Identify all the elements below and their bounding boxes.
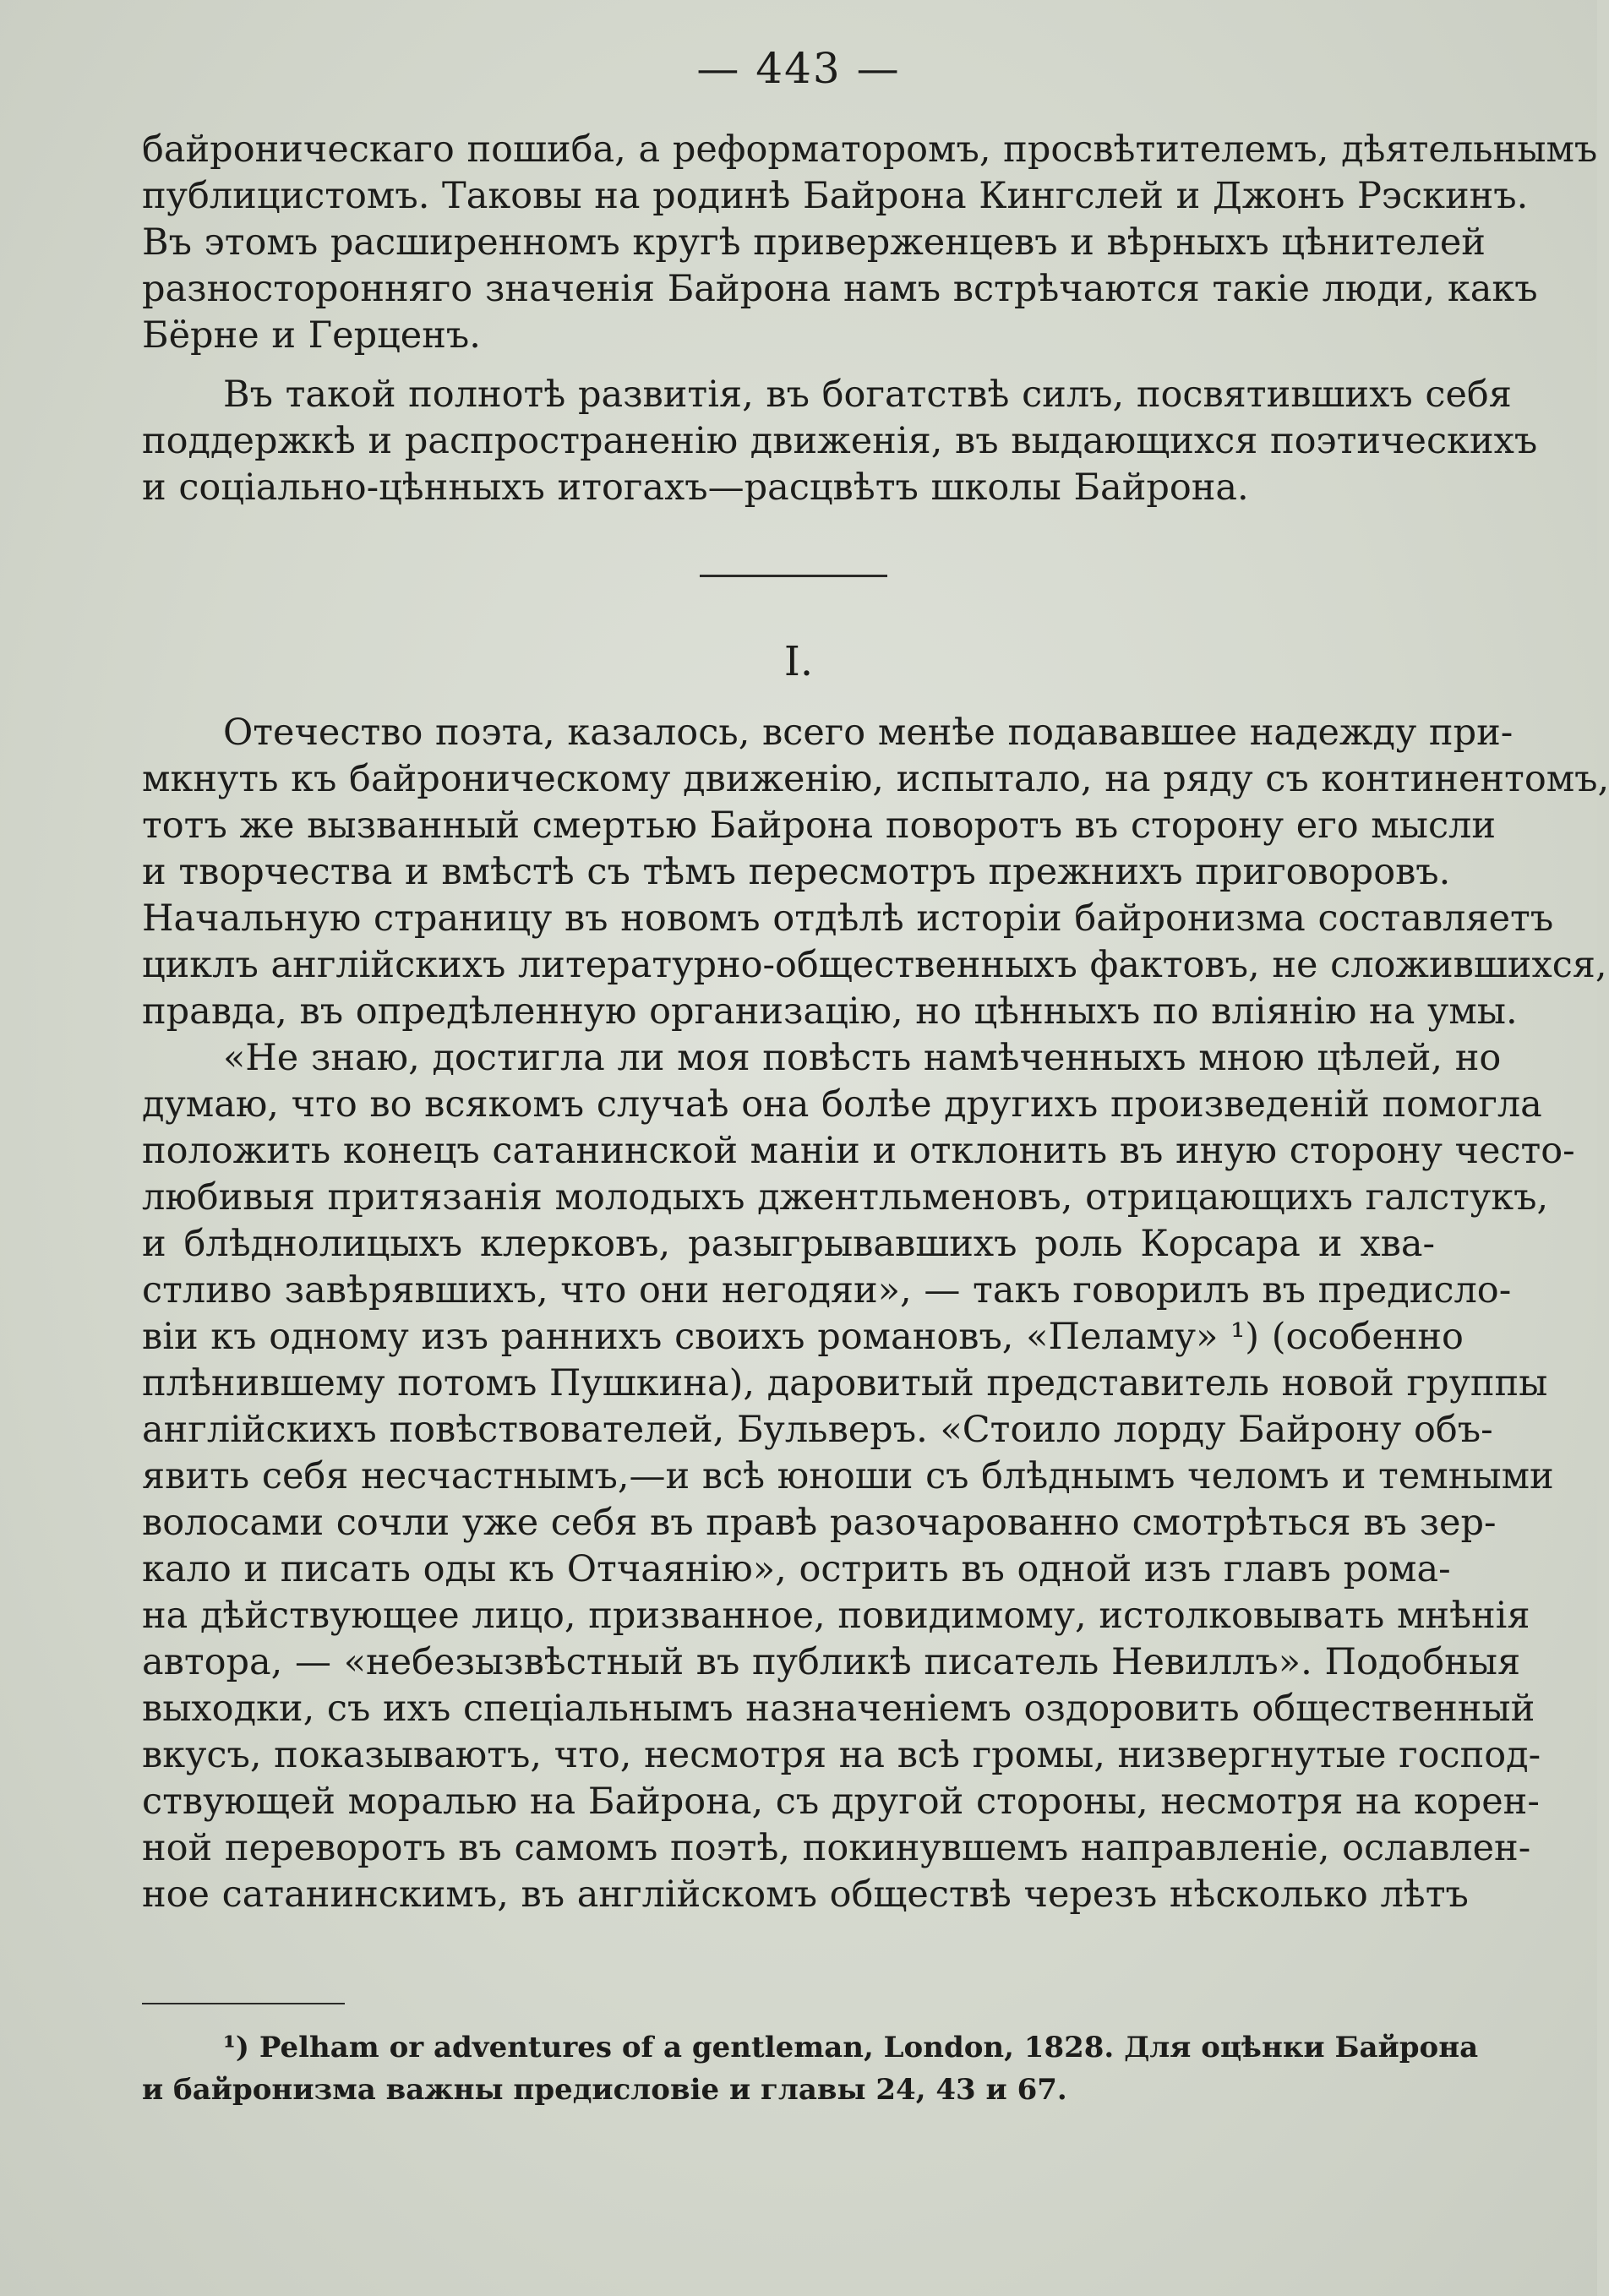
text-line: правда, въ опредѣленную организацію, но цѣнныхъ по вліянію на умы. [142,990,1518,1033]
text-line: ной переворотъ въ самомъ поэтѣ, покинувшемъ направленіе, ославлен- [142,1827,1531,1869]
intro-paragraph-1 [142,127,1598,359]
footnote-line: и байронизма важны предисловіе и главы 24, 43 и 67. [142,2073,1067,2107]
footnote [142,2026,1479,2111]
text-line: Въ этомъ расширенномъ кругѣ приверженцевъ и вѣрныхъ цѣнителей [142,221,1486,264]
section-heading: I. [783,638,814,685]
text-line: волосами сочли уже себя въ правѣ разочарованно смотрѣться въ зер- [142,1502,1497,1544]
text-line: поддержкѣ и распространенію движенія, въ выдающихся поэтическихъ [142,420,1538,462]
text-line: любивыя притязанія молодыхъ джентльменовъ, отрицающихъ галстукъ, [142,1176,1549,1219]
page-number: — 443 — [696,44,901,93]
text-line: кало и писать оды къ Отчаянію», острить въ одной изъ главъ рома- [142,1548,1451,1590]
text-line: англійскихъ повѣствователей, Бульверъ. «Стоило лорду Байрону объ- [142,1409,1493,1451]
text-line: циклъ англійскихъ литературно-общественныхъ фактовъ, не сложившихся, [142,944,1607,986]
text-line: на дѣйствующее лицо, призванное, повидимому, истолковывать мнѣнія [142,1595,1530,1637]
text-line: думаю, что во всякомъ случаѣ она болѣе другихъ произведеній помогла [142,1083,1542,1126]
text-line: и блѣднолицыхъ клерковъ, разыгрывавшихъ роль Корсара и хва- [142,1223,1435,1265]
text-line: выходки, съ ихъ спеціальнымъ назначеніемъ оздоровить общественный [142,1688,1535,1730]
text-line: автора, — «небезызвѣстный въ публикѣ писатель Невиллъ». Подобныя [142,1641,1521,1683]
text-line: ствующей моралью на Байрона, съ другой стороны, несмотря на корен- [142,1781,1540,1823]
text-line: положить конецъ сатанинской маніи и отклонить въ иную сторону често- [142,1130,1575,1172]
text-line: ное сатанинскимъ, въ англійскомъ обществѣ черезъ нѣсколько лѣтъ [142,1873,1469,1916]
text-line: разносторонняго значенія Байрона намъ встрѣчаются такіе люди, какъ [142,268,1538,310]
intro-paragraph-2 [142,372,1538,511]
text-line: Въ такой полнотѣ развитія, въ богатствѣ силъ, посвятившихъ себя [223,374,1512,416]
text-line: тотъ же вызванный смертью Байрона поворотъ въ сторону его мысли [142,804,1497,847]
footnote-divider [142,2003,345,2004]
text-line: вкусъ, показываютъ, что, несмотря на всѣ громы, низвергнутые господ- [142,1734,1541,1776]
text-line: плѣнившему потомъ Пушкина), даровитый представитель новой группы [142,1362,1548,1404]
text-line: явить себя несчастнымъ,—и всѣ юноши съ блѣднымъ челомъ и темными [142,1455,1554,1497]
body-text [142,710,1609,1918]
text-line: Отечество поэта, казалось, всего менѣе подававшее надежду при- [223,712,1514,754]
text-line: байроническаго пошиба, а реформаторомъ, просвѣтителемъ, дѣятельнымъ [142,128,1598,171]
text-line: стливо завѣрявшихъ, что они негодяи», — такъ говорилъ въ предисло- [142,1269,1512,1312]
text-line: и соціально-цѣнныхъ итогахъ—расцвѣтъ школы Байрона. [142,466,1249,509]
section-divider [700,575,887,577]
text-line: мкнуть къ байроническому движенію, испытало, на ряду съ континентомъ, [142,758,1609,800]
text-line: «Не знаю, достигла ли моя повѣсть намѣченныхъ мною цѣлей, но [223,1037,1502,1079]
text-line: и творчества и вмѣстѣ съ тѣмъ пересмотръ прежнихъ приговоровъ. [142,851,1451,893]
footnote-line: ¹) Pelham or adventures of a gentleman, London, 1828. Для оцѣнки Байрона [223,2031,1479,2064]
text-line: Бёрне и Герценъ. [142,314,481,357]
text-line: публицистомъ. Таковы на родинѣ Байрона Кингслей и Джонъ Рэскинъ. [142,175,1529,217]
text-line: віи къ одному изъ раннихъ своихъ романовъ, «Пеламу» ¹) (особенно [142,1316,1464,1358]
text-line: Начальную страницу въ новомъ отдѣлѣ исторіи байронизма составляетъ [142,897,1554,940]
